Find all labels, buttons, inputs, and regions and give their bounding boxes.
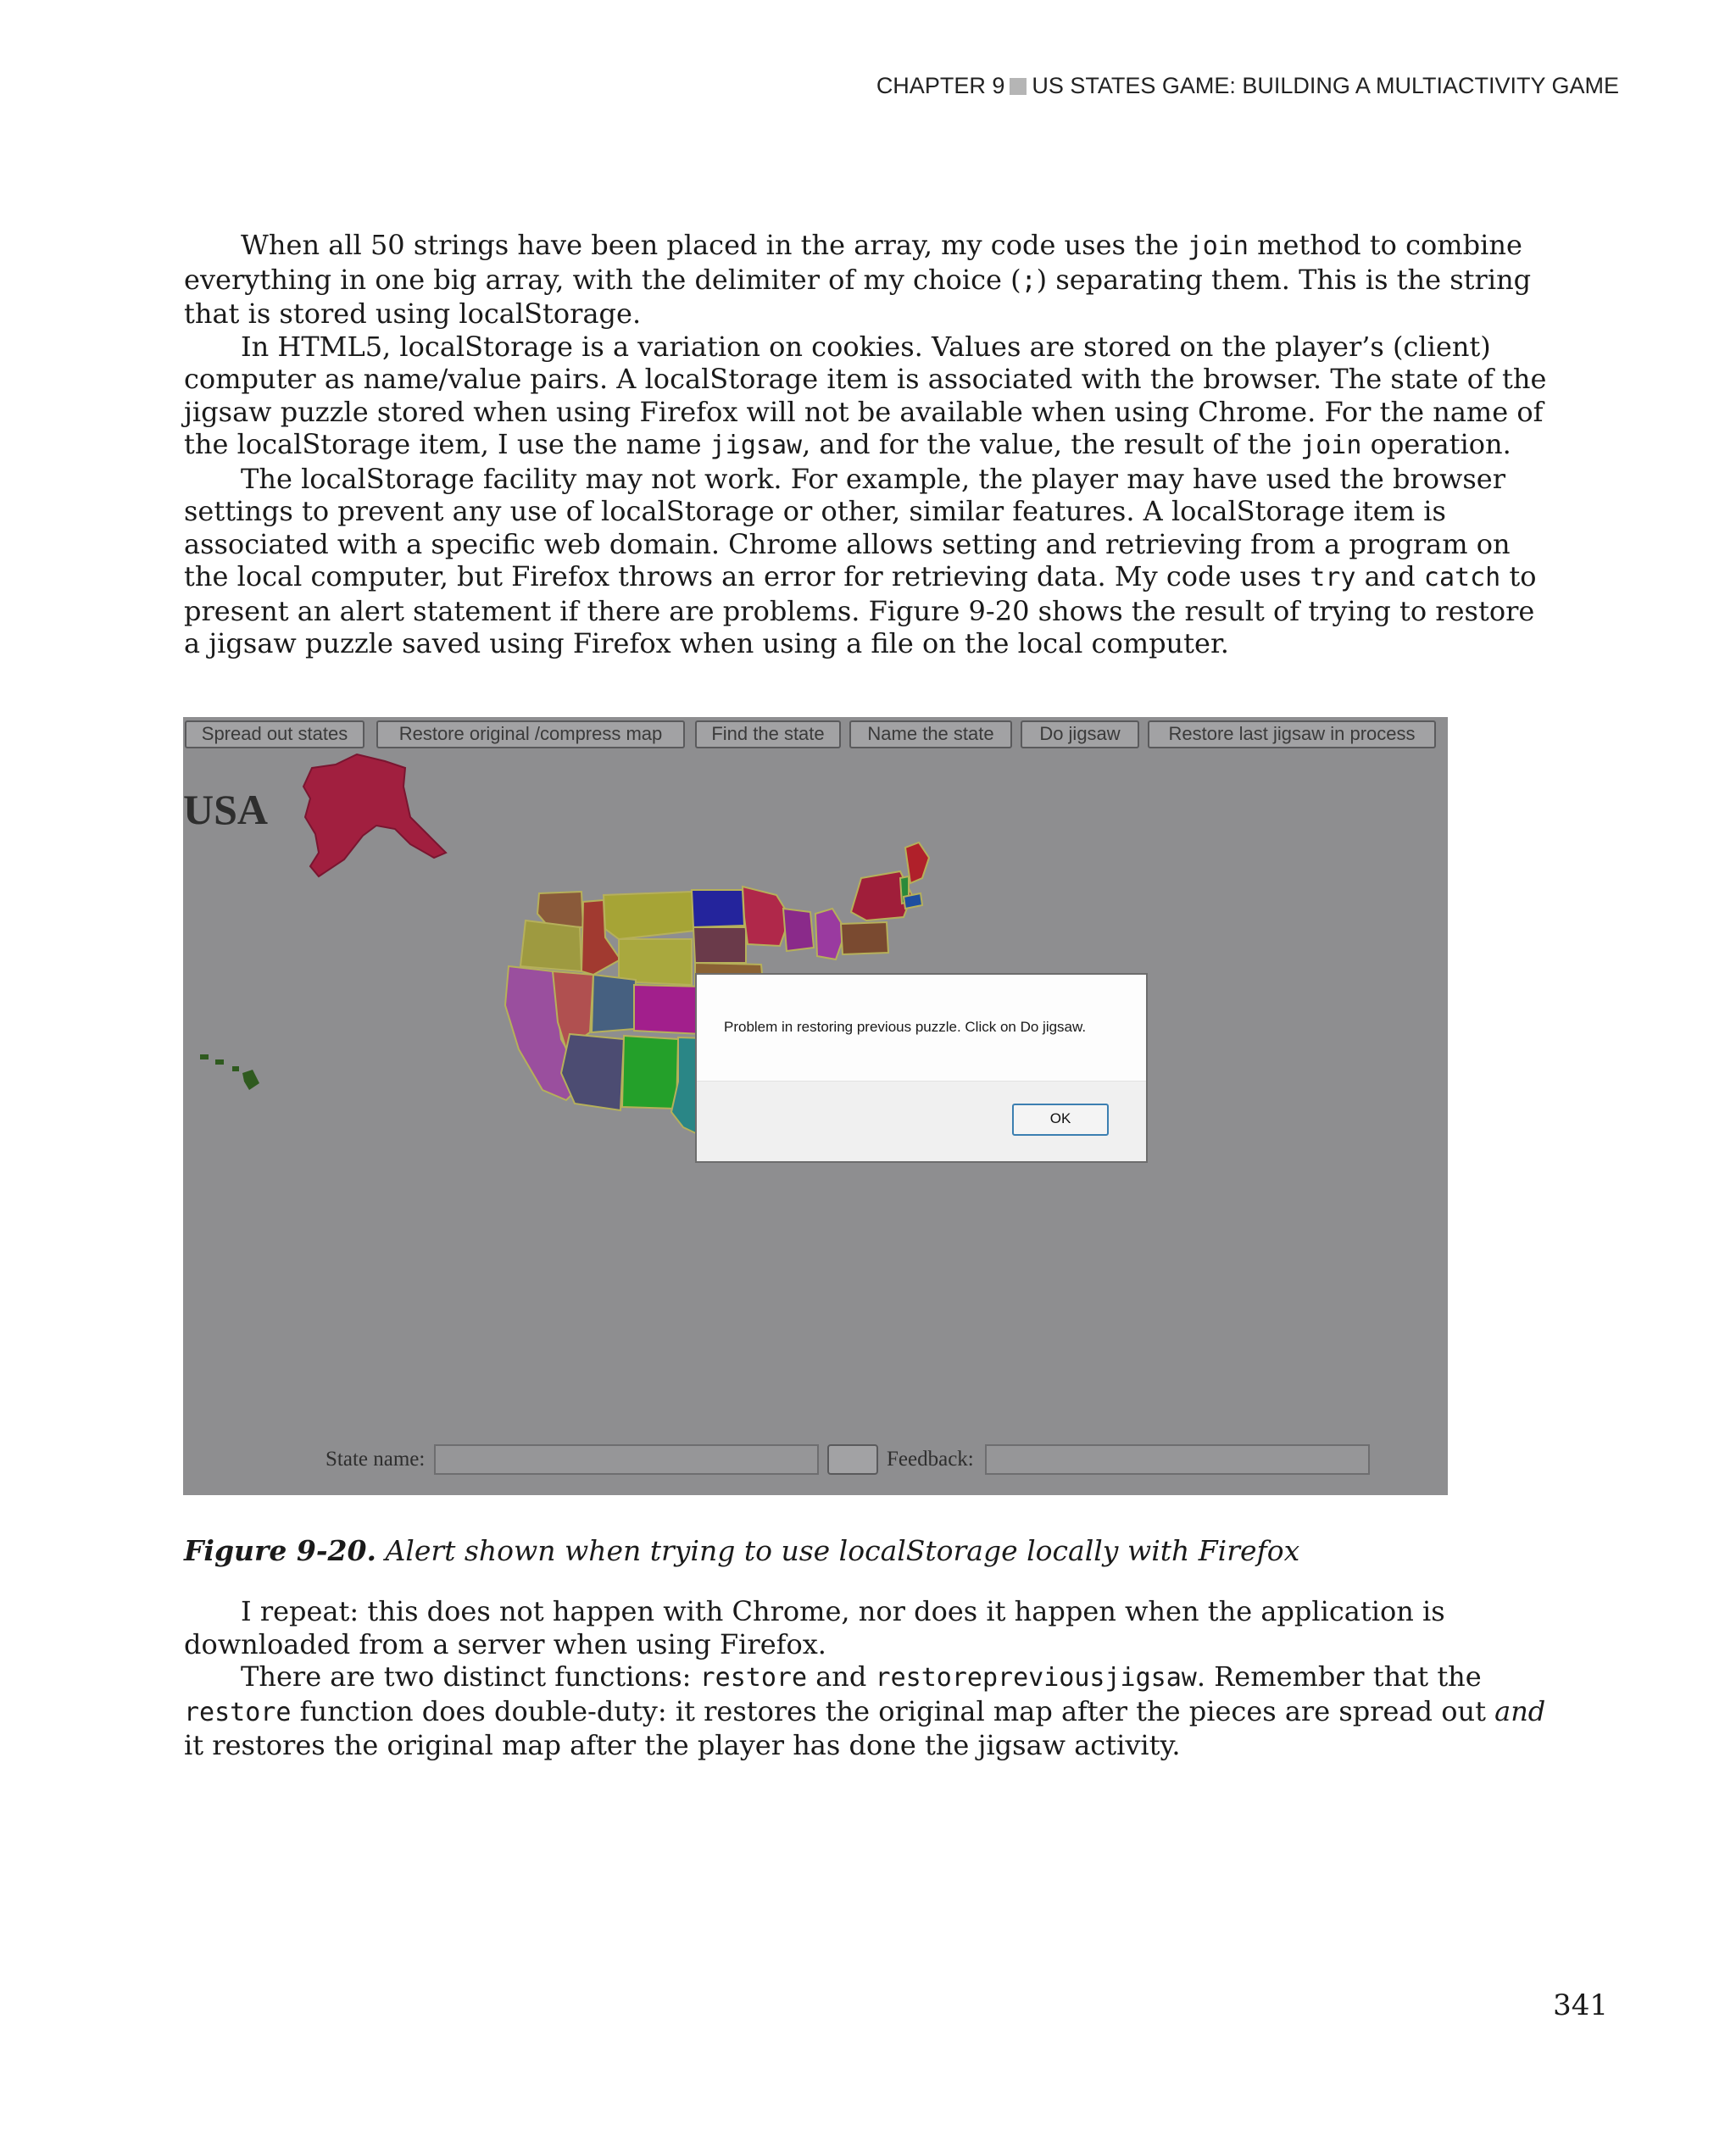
submit-button[interactable] [827, 1444, 878, 1475]
ok-button[interactable]: OK [1012, 1104, 1109, 1136]
page-number: 341 [1553, 1988, 1608, 2022]
arizona-piece [561, 1034, 624, 1110]
wisconsin-piece [783, 909, 814, 951]
wyoming-piece [619, 939, 692, 985]
text-run: and [1355, 560, 1424, 592]
paragraph [184, 331, 1549, 463]
alert-message: Problem in restoring previous puzzle. Click on Do jigsaw. [724, 1019, 1087, 1035]
alert-dialog [695, 973, 1148, 1163]
caption-text: Alert shown when trying to use localStorage locally with Firefox [376, 1534, 1300, 1567]
colorado-piece [634, 985, 704, 1034]
paragraph [184, 1660, 1549, 1762]
code-restore: restore [699, 1663, 808, 1693]
washington-piece [537, 892, 583, 927]
text-run: and [807, 1660, 876, 1693]
state-name-label: State name: [326, 1448, 426, 1471]
montana-piece [604, 892, 695, 939]
utah-piece [592, 975, 636, 1032]
running-head [876, 73, 1619, 99]
do-jigsaw-button[interactable]: Do jigsaw [1021, 720, 1139, 748]
text-run: . Remember that the [1196, 1660, 1482, 1693]
code-catch: catch [1423, 563, 1501, 592]
code-try: try [1310, 563, 1356, 592]
alaska-piece [303, 754, 446, 876]
oregon-piece [520, 920, 581, 971]
code-restorepreviousjigsaw: restorepreviousjigsaw [875, 1663, 1197, 1693]
paragraph [184, 1595, 1549, 1660]
figure-screenshot [183, 717, 1448, 1495]
separator-square-icon [1010, 78, 1027, 95]
spread-out-states-button[interactable]: Spread out states [185, 720, 364, 748]
text-run: In HTML5, localStorage is a variation on cookies. Values are stored on the player’s (client) computer as name/value pairs. A localStorage item is associated with the browser. The state of the jigsaw puzzle stored when using Firefox will not be available when using Chrome. For the name of the localStorage item, I use the name [184, 330, 1547, 460]
text-run: it restores the original map after the player has done the jigsaw activity. [184, 1729, 1181, 1761]
text-run: When all 50 strings have been placed in the array, my code uses the [241, 229, 1188, 261]
code-join: join [1300, 431, 1362, 460]
text-run: There are two distinct functions: [241, 1660, 700, 1693]
state-name-input[interactable] [434, 1444, 819, 1475]
minnesota-piece [743, 887, 790, 946]
new-mexico-piece [622, 1036, 678, 1109]
south-dakota-piece [693, 927, 746, 963]
north-dakota-piece [692, 890, 744, 927]
text-run: , and for the value, the result of the [802, 428, 1301, 460]
hawaii-piece [200, 1054, 259, 1090]
chapter-title: US STATES GAME: BUILDING A MULTIACTIVITY GAME [1032, 73, 1619, 98]
restore-last-jigsaw-button[interactable]: Restore last jigsaw in process [1148, 720, 1436, 748]
state-input-row [183, 1444, 1448, 1478]
restore-original-button[interactable]: Restore original /compress map [376, 720, 685, 748]
figure-caption [184, 1534, 1299, 1567]
chapter-label: CHAPTER 9 [876, 73, 1005, 98]
text-run: operation. [1361, 428, 1511, 460]
map-title: USA [183, 786, 269, 833]
find-the-state-button[interactable]: Find the state [695, 720, 841, 748]
text-run: function does double-duty: it restores the original map after the pieces are spread out [291, 1694, 1495, 1727]
text-run: I repeat: this does not happen with Chrome, nor does it happen when the application is downloaded from a server when using Firefox. [184, 1595, 1445, 1660]
alert-footer [697, 1081, 1146, 1161]
name-the-state-button[interactable]: Name the state [849, 720, 1012, 748]
body-text-bottom [184, 1595, 1549, 1762]
code-restore: restore [184, 1697, 292, 1727]
body-text-top [184, 229, 1549, 660]
paragraph [184, 463, 1549, 660]
code-jigsaw: jigsaw [709, 431, 803, 460]
text-run: method to combine everything in one big array, with the delimiter of my choice ( [184, 229, 1522, 296]
pennsylvania-piece [841, 922, 888, 954]
feedback-label: Feedback: [887, 1448, 974, 1471]
text-run: to present an alert statement if there are problems. Figure 9-20 shows the result of trying to restore a jigsaw puzzle saved using Firefox when using a file on the local computer. [184, 560, 1537, 659]
code-semicolon: ; [1021, 265, 1037, 296]
feedback-field [985, 1444, 1370, 1475]
emphasis: and [1494, 1694, 1546, 1727]
text-run: The localStorage facility may not work. For example, the player may have used the browser settings to prevent any use of localStorage or other, similar features. A localStorage item is associated with a specific web domain. Chrome allows setting and retrieving from a program on the local computer, but Firefox throws an error for retrieving data. My code uses [184, 462, 1511, 592]
code-join: join [1187, 231, 1249, 261]
massachusetts-piece [904, 893, 922, 909]
caption-label: Figure 9-20. [184, 1534, 376, 1567]
paragraph [184, 229, 1549, 331]
text-run: ) separating them. This is the string that is stored using localStorage. [184, 263, 1532, 330]
